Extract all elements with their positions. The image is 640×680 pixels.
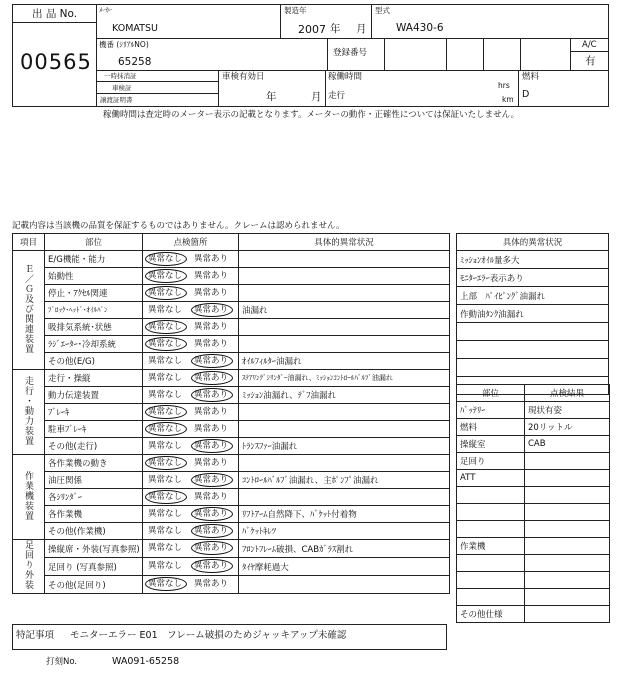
abnormal-circle-mark [191,303,233,317]
abnormal-item [457,359,609,377]
normal-option: 異常なし [148,475,183,485]
results-value [525,606,610,623]
right-results-table [456,384,610,623]
detail-cell: ﾐｯｼｮﾝ油漏れ、ﾃﾞﾌ油漏れ [239,387,450,404]
table-row [13,489,450,506]
part-cell: 油圧関係 [45,472,143,489]
detail-cell [239,421,450,438]
travel-label: 走行 [328,91,346,101]
shuppin-no-label: 出 品 No. [32,8,78,20]
normal-option: 異常なし [148,441,183,451]
check-cell [143,540,239,558]
table-row [13,302,450,319]
abnormal-option: 異常あり [194,373,229,383]
model-value: WA430-6 [396,22,444,34]
abnormal-circle-mark [191,439,233,453]
results-row [457,470,610,487]
abnormal-circle-mark [191,524,233,538]
group-label: 走行・動力装置 [23,375,33,446]
month-unit: 月 [356,23,367,35]
normal-option: 異常なし [148,271,183,281]
results-value [525,521,610,538]
results-value [525,572,610,589]
results-part [457,521,525,538]
detail-cell [239,576,450,594]
check-cell [143,438,239,455]
fuel-label: 燃料 [522,72,540,82]
check-cell [143,558,239,576]
results-value: CAB [525,436,610,453]
check-cell [143,576,239,594]
table-row [13,576,450,594]
results-value [525,538,610,555]
check-cell [143,523,239,540]
group-label: 作業機装置 [23,470,33,521]
abnormal-title: 具体的異常状況 [457,234,609,251]
normal-circle-mark [145,422,187,436]
detail-cell: ﾊﾞｹｯﾄｷﾚﾂ [239,523,450,540]
ac-value: 有 [585,55,596,67]
part-cell: 足回り (写真参照) [45,558,143,576]
results-row [457,402,610,419]
normal-circle-mark [145,286,187,300]
results-result-header: 点検結果 [525,385,610,402]
abnormal-option: 異常あり [194,288,229,298]
results-row [457,606,610,623]
group-cell [13,455,45,540]
part-cell: 各ｼﾘﾝﾀﾞｰ [45,489,143,506]
disclaimer: 記載内容は当該機の品質を保証するものではありません。クレームは認められません。 [12,221,345,231]
check-cell [143,336,239,353]
table-row [13,251,450,268]
year-label: 製造年 [284,6,307,15]
transfer-cert-label: 譲渡証明書 [100,96,133,104]
results-value [525,555,610,572]
table-row [13,540,450,558]
abnormal-item [457,341,609,359]
part-cell: E/G機能・能力 [45,251,143,268]
table-row [13,285,450,302]
table-row [13,455,450,472]
normal-option: 異常なし [148,579,183,589]
maker-label: ﾒｰｶｰ [99,6,112,14]
col-check-header: 点検箇所 [143,234,239,251]
inspection-month-unit: 月 [311,91,322,103]
results-row [457,453,610,470]
part-cell: ﾌﾞﾚｰｷ [45,404,143,421]
part-cell: 操縦席・外装(写真参照) [45,540,143,558]
detail-cell [239,336,450,353]
table-row [13,336,450,353]
results-value [525,453,610,470]
part-cell: 始動性 [45,268,143,285]
abnormal-option: 異常あり [194,305,229,315]
abnormal-option: 異常あり [194,526,229,536]
part-cell: ﾌﾞﾛｯｸ･ﾍｯﾄﾞ･ｵｲﾙﾊﾟﾝ [45,302,143,319]
normal-option: 異常なし [148,356,183,366]
group-label: Ｅ／Ｇ及び関連装置 [23,263,33,354]
detail-cell [239,319,450,336]
table-row [13,523,450,540]
inspection-table [12,233,450,594]
right-abnormal-table [456,233,609,395]
results-row [457,589,610,606]
abnormal-option: 異常あり [194,509,229,519]
abnormal-item: 上部 ﾊﾟｲﾋﾟﾝｸﾞ油漏れ [457,287,609,305]
group-label: 足回り外装 [23,540,33,590]
results-row [457,504,610,521]
results-row [457,436,610,453]
abnormal-option: 異常あり [194,441,229,451]
col-part-header: 部位 [45,234,143,251]
detail-cell: ﾘﾌﾄｱｰﾑ自然降下、ﾊﾞｹｯﾄ付着物 [239,506,450,523]
normal-option: 異常なし [148,390,183,400]
detail-cell: ｺﾝﾄﾛｰﾙﾊﾞﾙﾌﾞ油漏れ、主ﾎﾟﾝﾌﾟ油漏れ [239,472,450,489]
table-row [13,421,450,438]
results-row [457,572,610,589]
check-cell [143,353,239,370]
results-value: 現状有姿 [525,402,610,419]
part-cell: 停止・ｱｸｾﾙ関連 [45,285,143,302]
normal-circle-mark [145,456,187,470]
hrs-unit: hrs [498,81,510,90]
hours-label: 稼働時間 [328,72,363,82]
inspection-cert-label: 車検証 [112,84,132,92]
check-cell [143,404,239,421]
table-row [13,558,450,576]
part-cell: 各作業機の動き [45,455,143,472]
results-part-header: 部位 [457,385,525,402]
special-notes-label: 特記事項 [16,630,55,641]
abnormal-circle-mark [191,507,233,521]
km-unit: km [502,95,514,104]
part-cell: その他(足回り) [45,576,143,594]
abnormal-item: ﾐｯｼｮﾝｵｲﾙ量多大 [457,251,609,269]
normal-option: 異常なし [148,339,183,349]
abnormal-option: 異常あり [194,254,229,264]
abnormal-item: ﾓﾆﾀｰｴﾗｰ表示あり [457,269,609,287]
results-row [457,538,610,555]
maker-value: KOMATSU [112,23,158,34]
results-part: 足回り [457,453,525,470]
abnormal-circle-mark [191,559,233,573]
results-part: 燃料 [457,419,525,436]
col-item-header: 項目 [13,234,45,251]
group-cell [13,251,45,370]
results-part [457,487,525,504]
check-cell [143,489,239,506]
results-row [457,419,610,436]
normal-option: 異常なし [148,254,183,264]
part-cell: 動力伝達装置 [45,387,143,404]
normal-option: 異常なし [148,288,183,298]
abnormal-circle-mark [191,473,233,487]
group-cell [13,370,45,455]
check-cell [143,285,239,302]
year-value: 2007 [298,23,326,36]
detail-cell: ﾀｲﾔ摩耗過大 [239,558,450,576]
engraving-label: 打刻No. [46,657,78,667]
table-row [13,319,450,336]
abnormal-option: 異常あり [194,492,229,502]
fuel-value: D [522,89,530,100]
ac-label: A/C [582,40,597,50]
results-part: その他仕様 [457,606,525,623]
detail-cell [239,285,450,302]
results-row [457,521,610,538]
inspection-year-unit: 年 [266,91,277,103]
detail-cell [239,489,450,506]
results-part [457,555,525,572]
table-row [13,370,450,387]
normal-option: 異常なし [148,458,183,468]
meter-note: 稼働時間は査定時のメーター表示の記載となります。メーターの動作・正確性については保証いたしません。 [103,110,520,120]
normal-option: 異常なし [148,492,183,502]
results-value [525,589,610,606]
serial-value: 65258 [118,56,152,68]
normal-circle-mark [145,252,187,266]
special-notes-text: モニターエラー E01 フレーム破損のためジャッキアップ未確認 [70,630,347,641]
check-cell [143,472,239,489]
part-cell: その他(作業機) [45,523,143,540]
part-cell: その他(E/G) [45,353,143,370]
normal-option: 異常なし [148,561,183,571]
detail-cell: ｵｲﾙﾌｨﾙﾀｰ油漏れ [239,353,450,370]
normal-circle-mark [145,269,187,283]
results-row [457,487,610,504]
abnormal-circle-mark [191,388,233,402]
engraving-value: WA091-65258 [112,656,180,667]
normal-option: 異常なし [148,407,183,417]
part-cell: 走行・操縦 [45,370,143,387]
table-row [13,387,450,404]
abnormal-option: 異常あり [194,407,229,417]
abnormal-option: 異常あり [194,339,229,349]
normal-circle-mark [145,405,187,419]
serial-label: 機番 (ｼﾘｱﾙNO) [99,40,149,49]
part-cell: 駐車ﾌﾞﾚｰｷ [45,421,143,438]
table-row [13,404,450,421]
results-part: 操縦室 [457,436,525,453]
abnormal-circle-mark [191,371,233,385]
abnormal-item [457,323,609,341]
results-value [525,470,610,487]
abnormal-option: 異常あり [194,390,229,400]
part-cell: ﾗｼﾞｴｰﾀｰ･冷却系統 [45,336,143,353]
results-part: ATT [457,470,525,487]
registration-label: 登録番号 [333,48,368,58]
normal-option: 異常なし [148,543,183,553]
detail-cell: 油漏れ [239,302,450,319]
group-cell [13,540,45,594]
part-cell: 吸排気系統･状態 [45,319,143,336]
abnormal-option: 異常あり [194,543,229,553]
results-row [457,555,610,572]
results-part [457,504,525,521]
detail-cell: ﾌﾛﾝﾄﾌﾚｰﾑ破損、CABｶﾞﾗｽ割れ [239,540,450,558]
check-cell [143,387,239,404]
inspection-valid-label: 車検有効日 [222,72,265,82]
check-cell [143,251,239,268]
detail-cell [239,268,450,285]
check-cell [143,455,239,472]
results-part [457,572,525,589]
shuppin-no: 00565 [20,50,92,74]
detail-cell [239,404,450,421]
abnormal-option: 異常あり [194,271,229,281]
col-detail-header: 具体的異常状況 [239,234,450,251]
abnormal-option: 異常あり [194,322,229,332]
check-cell [143,370,239,387]
normal-circle-mark [145,320,187,334]
abnormal-option: 異常あり [194,458,229,468]
abnormal-circle-mark [191,541,233,555]
part-cell: その他(走行) [45,438,143,455]
detail-cell: ﾄﾗﾝｽﾌｧｰ油漏れ [239,438,450,455]
check-cell [143,268,239,285]
check-cell [143,421,239,438]
part-cell: 各作業機 [45,506,143,523]
results-part [457,589,525,606]
year-unit: 年 [330,23,341,35]
temp-license-label: 一時抹消証 [104,72,137,80]
abnormal-circle-mark [191,354,233,368]
normal-option: 異常なし [148,526,183,536]
model-label: 型式 [375,6,390,15]
results-value [525,504,610,521]
table-row [13,438,450,455]
abnormal-option: 異常あり [194,579,229,589]
results-part: ﾊﾞｯﾃﾘｰ [457,402,525,419]
abnormal-option: 異常あり [194,424,229,434]
check-cell [143,319,239,336]
check-cell [143,302,239,319]
detail-cell: ｽﾃｱﾘﾝｸﾞｼﾘﾝﾀﾞｰ油漏れ、ﾐｯｼｮﾝｺﾝﾄﾛｰﾙﾊﾞﾙﾌﾞ油漏れ [239,370,450,387]
abnormal-option: 異常あり [194,475,229,485]
normal-circle-mark [145,577,187,591]
table-row [13,506,450,523]
abnormal-item: 作動油ﾀﾝｸ油漏れ [457,305,609,323]
normal-option: 異常なし [148,424,183,434]
table-row [13,353,450,370]
detail-cell [239,455,450,472]
results-part: 作業機 [457,538,525,555]
check-cell [143,506,239,523]
normal-circle-mark [145,337,187,351]
normal-option: 異常なし [148,509,183,519]
abnormal-option: 異常あり [194,561,229,571]
results-value: 20リットル [525,419,610,436]
table-row [13,472,450,489]
table-row [13,268,450,285]
detail-cell [239,251,450,268]
normal-option: 異常なし [148,322,183,332]
results-value [525,487,610,504]
normal-circle-mark [145,490,187,504]
abnormal-option: 異常あり [194,356,229,366]
normal-option: 異常なし [148,373,183,383]
normal-option: 異常なし [148,305,183,315]
